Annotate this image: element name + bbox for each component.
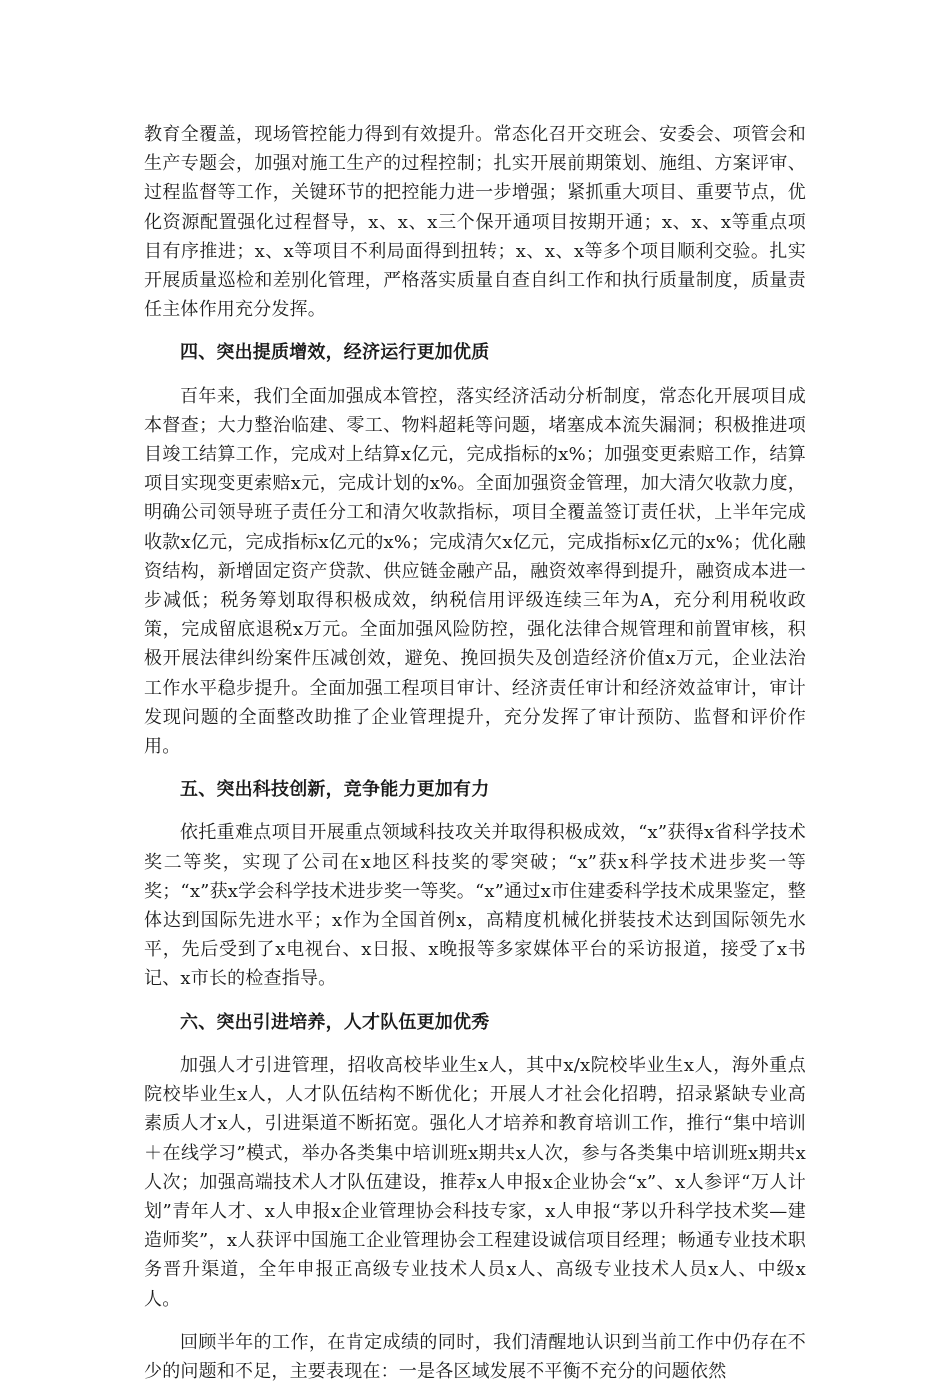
- paragraph-cost-control: 百年来，我们全面加强成本管控，落实经济活动分析制度，常态化开展项目成本督查；大力整治临建、零工、物料超耗等问题，堵塞成本流失漏洞；积极推进项目竣工结算工作，完成对上结算x亿元，完成指标的x%；加强变更索赔工作，结算项目实现变更索赔x元，完成计划的x%。全面加强资金管理，加大清欠收款力度，明确公司领导班子责任分工和清欠收款指标，项目全覆盖签订责任状，上半年完成收款x亿元，完成指标x亿元的x%；完成清欠x亿元，完成指标x亿元的x%；优化融资结构，新增固定资产贷款、供应链金融产品，融资效率得到提升，融资成本进一步减低；税务筹划取得积极成效，纳税信用评级连续三年为A，充分利用税收政策，完成留底退税x万元。全面加强风险防控，强化法律合规管理和前置审核，积极开展法律纠纷案件压减创效，避免、挽回损失及创造经济价值x万元，企业法治工作水平稳步提升。全面加强工程项目审计、经济责任审计和经济效益审计，审计发现问题的全面整改助推了企业管理提升，充分发挥了审计预防、监督和评价作用。: [144, 385, 806, 758]
- section-heading-4: 四、突出提质增效，经济运行更加优质: [180, 342, 490, 364]
- section-heading-5: 五、突出科技创新，竞争能力更加有力: [180, 779, 490, 801]
- paragraph-talent: 加强人才引进管理，招收高校毕业生x人，其中x/x院校毕业生x人，海外重点院校毕业生x人，人才队伍结构不断优化；开展人才社会化招聘，招录紧缺专业高素质人才x人，引进渠道不断拓宽。强化人才培养和教育培训工作，推行“集中培训＋在线学习”模式，举办各类集中培训班x期共x人次，参与各类集中培训班x期共x人次；加强高端技术人才队伍建设，推荐x人申报x企业协会“x”、x人参评“万人计划”青年人才、x人申报x企业管理协会科技专家，x人申报“茅以升科学技术奖—建造师奖”，x人获评中国施工企业管理协会工程建设诚信项目经理；畅通专业技术职务晋升渠道，全年申报正高级专业技术人员x人、高级专业技术人员x人、中级x人。: [144, 1054, 806, 1310]
- paragraph-site-management: 教育全覆盖，现场管控能力得到有效提升。常态化召开交班会、安委会、项管会和生产专题会，加强对施工生产的过程控制；扎实开展前期策划、施组、方案评审、过程监督等工作，关键环节的把控能力进一步增强；紧抓重大项目、重要节点，优化资源配置强化过程督导，x、x、x三个保开通项目按期开通；x、x、x等重点项目有序推进；x、x等项目不利局面得到扭转；x、x、x等多个项目顺利交验。扎实开展质量巡检和差别化管理，严格落实质量自查自纠工作和执行质量制度，质量责任主体作用充分发挥。: [144, 124, 806, 321]
- paragraph-review: 回顾半年的工作，在肯定成绩的同时，我们清醒地认识到当前工作中仍存在不少的问题和不足，主要表现在：一是各区域发展不平衡不充分的问题依然: [144, 1331, 806, 1382]
- document-page: [144, 120, 806, 1400]
- section-heading-6: 六、突出引进培养，人才队伍更加优秀: [180, 1011, 490, 1033]
- paragraph-technology: 依托重难点项目开展重点领域科技攻关并取得积极成效，“x”获得x省科学技术奖二等奖，实现了公司在x地区科技奖的零突破；“x”获x科学技术进步奖一等奖；“x”获x学会科学技术进步奖一等奖。“x”通过x市住建委科学技术成果鉴定，整体达到国际先进水平；x作为全国首例x，高精度机械化拼装技术达到国际领先水平，先后受到了x电视台、x日报、x晚报等多家媒体平台的采访报道，接受了x书记、x市长的检查指导。: [144, 822, 806, 990]
